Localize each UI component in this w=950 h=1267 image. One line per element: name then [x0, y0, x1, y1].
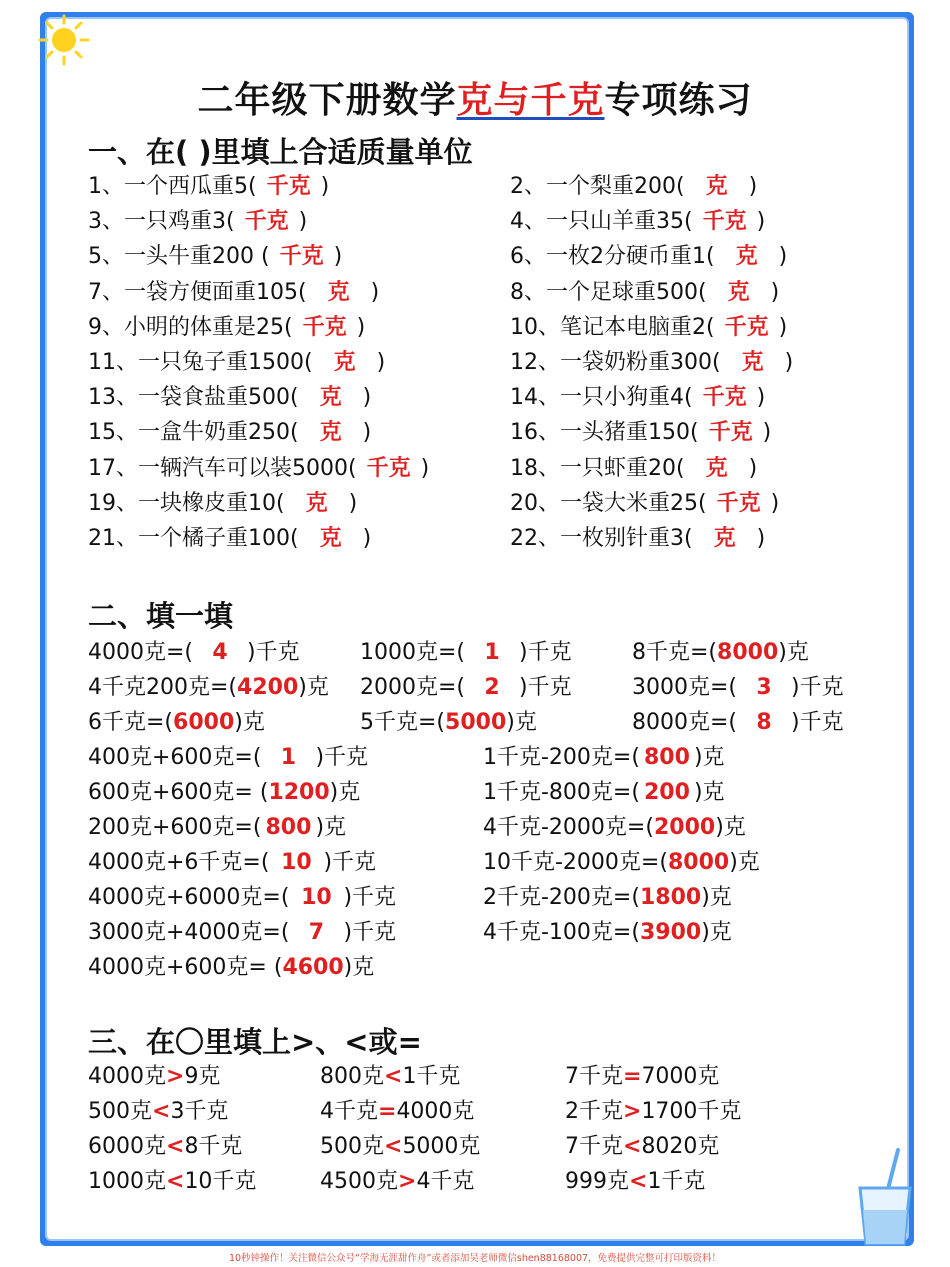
cup-icon — [850, 1148, 920, 1248]
fill-question-20: 3000克+4000克=( 7 )千克 — [88, 918, 396, 948]
compare-question-12: 999克<1千克 — [565, 1169, 706, 1194]
answer: 800 — [643, 745, 690, 770]
answer: 克 — [319, 420, 342, 446]
answer: 千克 — [366, 455, 411, 481]
fill-question-14: 200克+600克=( 800 )克 — [88, 813, 346, 843]
fill-question-10: 400克+600克=( 1 )千克 — [88, 743, 368, 773]
compare-question-2: 800克<1千克 — [320, 1064, 461, 1089]
answer: 千克 — [244, 209, 289, 235]
answer: 千克 — [708, 420, 753, 446]
fill-question-2: 1000克=( 1 )千克 — [360, 638, 572, 668]
fill-question-17: 10千克-2000克=(8000)克 — [483, 848, 760, 878]
fill-question-1: 4000克=( 4 )千克 — [88, 638, 300, 668]
fill-question-4: 4千克200克=(4200)克 — [88, 673, 329, 703]
answer: 10 — [301, 885, 332, 910]
answer: 8 — [756, 710, 772, 735]
answer: 克 — [327, 279, 350, 305]
fill-question-11: 1千克-200克=( 800 )克 — [483, 743, 725, 773]
compare-symbol: < — [166, 1134, 185, 1159]
answer: 200 — [643, 780, 690, 805]
compare-symbol: < — [623, 1134, 642, 1159]
answer: 1200 — [268, 780, 330, 805]
unit-question-8: 8、一个足球重500( 克 ) — [510, 278, 779, 308]
fill-question-12: 600克+600克= (1200)克 — [88, 778, 360, 808]
answer: 3 — [756, 675, 772, 700]
compare-symbol: > — [166, 1064, 185, 1089]
unit-question-17: 17、一辆汽车可以装5000( 千克 ) — [88, 454, 429, 484]
unit-question-3: 3、一只鸡重3( 千克 ) — [88, 207, 307, 237]
title-highlight: 克与千克 — [456, 80, 605, 121]
unit-question-1: 1、一个西瓜重5( 千克 ) — [88, 172, 329, 202]
fill-question-7: 6千克=(6000)克 — [88, 708, 265, 738]
compare-question-3: 7千克=7000克 — [565, 1064, 720, 1089]
compare-question-11: 4500克>4千克 — [320, 1169, 475, 1194]
answer: 克 — [705, 174, 728, 199]
answer: 8000 — [717, 640, 779, 665]
answer: 千克 — [702, 385, 747, 411]
unit-question-21: 21、一个橘子重100( 克 ) — [88, 524, 371, 554]
fill-question-8: 5千克=(5000)克 — [360, 708, 537, 738]
answer: 6000 — [173, 710, 235, 735]
compare-question-9: 7千克<8020克 — [565, 1134, 720, 1159]
answer: 3900 — [639, 920, 702, 945]
fill-question-5: 2000克=( 2 )千克 — [360, 673, 572, 703]
answer: 4200 — [237, 675, 299, 700]
answer: 2 — [484, 675, 500, 700]
answer: 克 — [713, 526, 736, 551]
answer: 千克 — [302, 314, 347, 340]
answer: 4 — [212, 640, 228, 665]
fill-question-15: 4千克-2000克=(2000)克 — [483, 813, 746, 843]
answer: 克 — [705, 455, 728, 481]
compare-symbol: < — [384, 1134, 403, 1159]
answer: 1800 — [639, 885, 702, 910]
fill-question-13: 1千克-800克=( 200 )克 — [483, 778, 725, 808]
answer: 克 — [333, 350, 356, 375]
fill-question-18: 4000克+6000克=( 10 )千克 — [88, 883, 396, 913]
fill-question-19: 2千克-200克=(1800)克 — [483, 883, 732, 913]
page-title: 二年级下册数学克与千克专项练习 — [197, 80, 753, 121]
answer: 克 — [319, 526, 342, 551]
sun-icon — [38, 14, 90, 66]
section2-heading: 二、填一填 — [88, 599, 234, 633]
compare-question-7: 6000克<8千克 — [88, 1134, 243, 1159]
answer: 千克 — [702, 209, 747, 235]
answer: 7 — [308, 920, 325, 945]
unit-question-20: 20、一袋大米重25( 千克 ) — [510, 489, 779, 519]
answer: 800 — [265, 815, 312, 840]
unit-question-14: 14、一只小狗重4( 千克 ) — [510, 383, 765, 413]
answer: 8000 — [667, 850, 730, 875]
answer: 千克 — [724, 314, 769, 340]
compare-question-1: 4000克>9克 — [88, 1064, 221, 1089]
section1-heading: 一、在( )里填上合适质量单位 — [88, 135, 473, 169]
fill-question-21: 4千克-100克=(3900)克 — [483, 918, 732, 948]
unit-question-19: 19、一块橡皮重10( 克 ) — [88, 489, 357, 519]
unit-question-7: 7、一袋方便面重105( 克 ) — [88, 278, 379, 308]
compare-symbol: < — [629, 1169, 648, 1194]
unit-question-16: 16、一头猪重150( 千克 ) — [510, 418, 771, 448]
fill-question-9: 8000克=( 8 )千克 — [632, 708, 844, 738]
unit-question-18: 18、一只虾重20( 克 ) — [510, 454, 757, 484]
answer: 1 — [280, 745, 297, 770]
compare-question-10: 1000克<10千克 — [88, 1169, 257, 1194]
unit-question-11: 11、一只兔子重1500( 克 ) — [88, 348, 385, 378]
footer-note: 10秒钟操作！关注微信公众号“学海无涯甜作舟”或者添加吴老师微信shen88168007，免费提供完整可打印版资料！ — [228, 1253, 722, 1264]
unit-question-5: 5、一头牛重200 ( 千克 ) — [88, 242, 342, 272]
unit-question-13: 13、一袋食盐重500( 克 ) — [88, 383, 371, 413]
answer: 5000 — [445, 710, 507, 735]
answer: 克 — [741, 350, 764, 375]
unit-question-4: 4、一只山羊重35( 千克 ) — [510, 207, 765, 237]
section3-heading: 三、在〇里填上>、<或= — [88, 1025, 422, 1059]
answer: 克 — [319, 385, 342, 411]
answer: 千克 — [279, 244, 324, 270]
unit-question-10: 10、笔记本电脑重2( 千克 ) — [510, 313, 787, 343]
answer: 千克 — [266, 174, 311, 199]
compare-symbol: > — [623, 1099, 642, 1124]
compare-symbol: > — [398, 1169, 417, 1194]
unit-question-2: 2、一个梨重200( 克 ) — [510, 172, 757, 202]
fill-question-16: 4000克+6千克=( 10 )千克 — [88, 848, 376, 878]
compare-symbol: < — [384, 1064, 403, 1089]
compare-symbol: < — [166, 1169, 185, 1194]
unit-question-9: 9、小明的体重是25( 千克 ) — [88, 313, 365, 343]
answer: 千克 — [716, 490, 761, 516]
compare-question-6: 2千克>1700千克 — [565, 1099, 742, 1124]
unit-question-15: 15、一盒牛奶重250( 克 ) — [88, 418, 371, 448]
compare-question-5: 4千克=4000克 — [320, 1099, 475, 1124]
compare-question-4: 500克<3千克 — [88, 1099, 229, 1124]
fill-question-3: 8千克=(8000)克 — [632, 638, 809, 668]
answer: 2000 — [653, 815, 716, 840]
unit-question-22: 22、一枚别针重3( 克 ) — [510, 524, 765, 554]
fill-question-6: 3000克=( 3 )千克 — [632, 673, 844, 703]
answer: 4600 — [282, 955, 344, 980]
fill-question-22: 4000克+600克= (4600)克 — [88, 953, 374, 983]
compare-symbol: < — [152, 1099, 171, 1124]
answer: 10 — [281, 850, 312, 875]
answer: 克 — [305, 490, 328, 516]
compare-question-8: 500克<5000克 — [320, 1134, 481, 1159]
unit-question-12: 12、一袋奶粉重300( 克 ) — [510, 348, 793, 378]
answer: 克 — [735, 244, 758, 270]
unit-question-6: 6、一枚2分硬币重1( 克 ) — [510, 242, 787, 272]
answer: 1 — [484, 640, 500, 665]
compare-symbol: = — [623, 1064, 642, 1089]
answer: 克 — [727, 279, 750, 305]
compare-symbol: = — [378, 1099, 397, 1124]
